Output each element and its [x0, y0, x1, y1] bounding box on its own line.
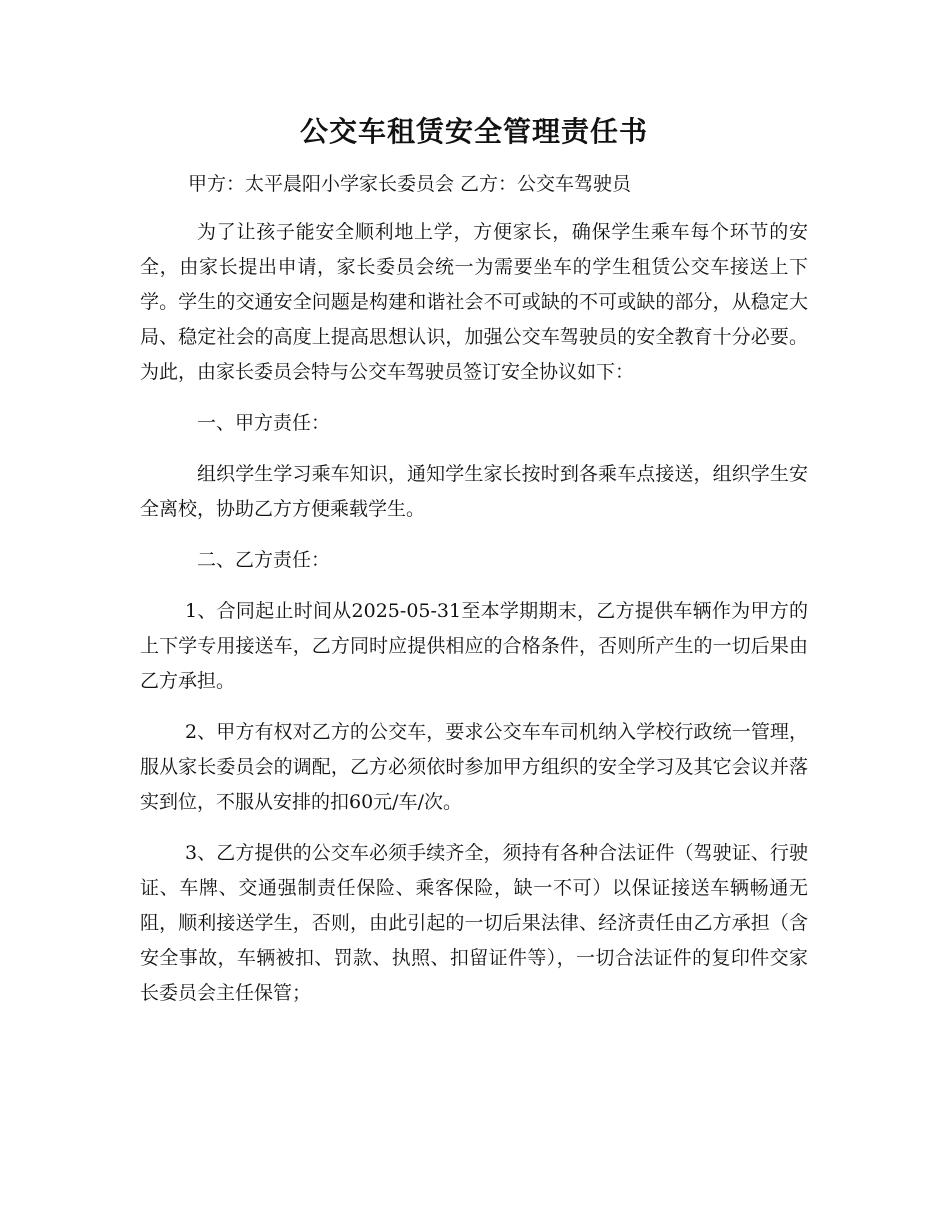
party-a-responsibility: 组织学生学习乘车知识，通知学生家长按时到各乘车点接送，组织学生安全离校，协助乙方方便乘载学生。: [140, 463, 808, 520]
section-heading-party-b: 二、乙方责任：: [197, 549, 331, 571]
document-page: [140, 106, 808, 1011]
intro-paragraph: 为了让孩子能安全顺利地上学，方便家长，确保学生乘车每个环节的安全，由家长提出申请，家长委员会统一为需要坐车的学生租赁公交车接送上下学。学生的交通安全问题是构建和谐社会不可或缺的不可或缺的部分，从稳定大局、稳定社会的高度上提高思想认识，加强公交车驾驶员的安全教育十分必要。为此，由家长委员会特与公交车驾驶员签订安全协议如下：: [140, 221, 808, 383]
clause-item: 3、乙方提供的公交车必须手续齐全，须持有各种合法证件（驾驶证、行驶证、车牌、交通强制责任保险、乘客保险，缺一不可）以保证接送车辆畅通无阻，顺利接送学生，否则，由此引起的一切后果法律、经济责任由乙方承担（含安全事故，车辆被扣、罚款、执照、扣留证件等），一切合法证件的复印件交家长委员会主任保管；: [140, 842, 808, 1004]
parties-line: 甲方：太平晨阳小学家长委员会 乙方：公交车驾驶员: [188, 173, 632, 195]
clause-item: 2、甲方有权对乙方的公交车，要求公交车车司机纳入学校行政统一管理，服从家长委员会的调配，乙方必须依时参加甲方组织的安全学习及其它会议并落实到位，不服从安排的扣60元/车/次。: [140, 721, 808, 813]
section-heading-party-a: 一、甲方责任：: [197, 412, 331, 434]
document-title: 公交车租赁安全管理责任书: [299, 115, 648, 148]
clause-item: 1、合同起止时间从2025-05-31至本学期期末，乙方提供车辆作为甲方的上下学专用接送车，乙方同时应提供相应的合格条件，否则所产生的一切后果由乙方承担。: [140, 600, 808, 692]
